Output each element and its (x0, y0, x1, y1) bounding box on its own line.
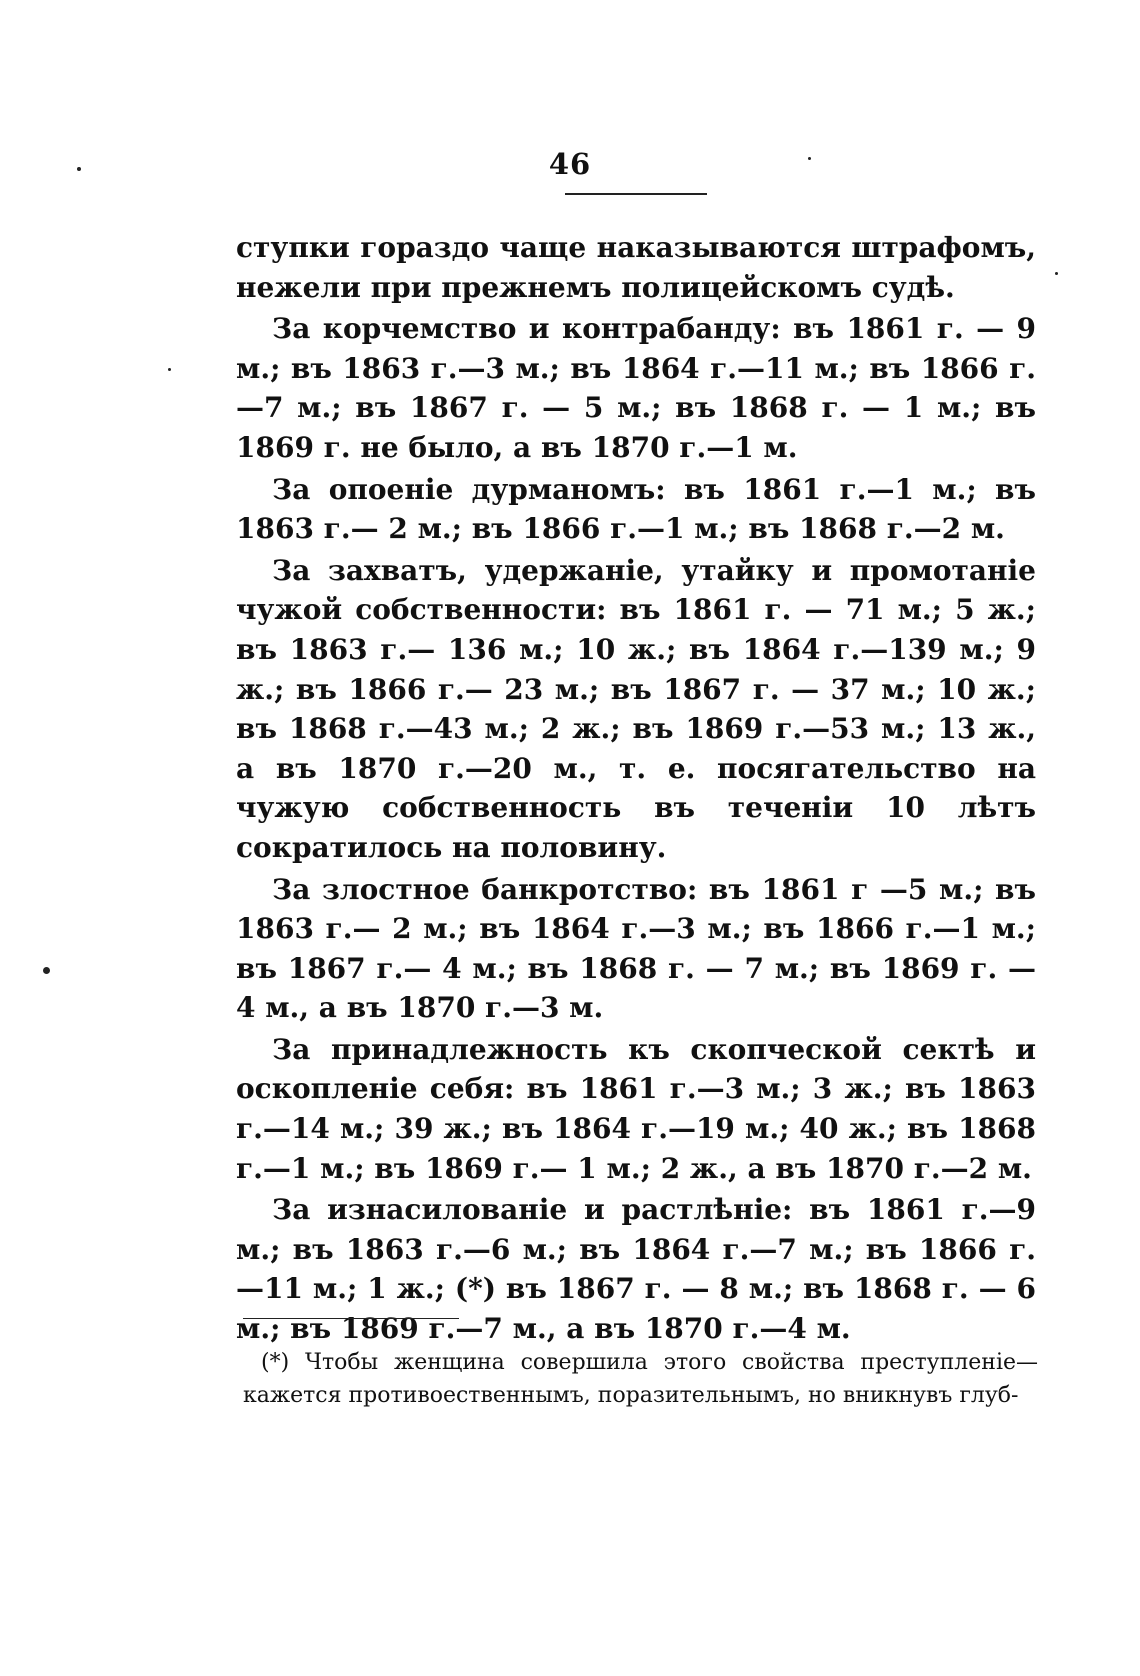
scan-speck (168, 368, 171, 371)
paragraph-property: За захватъ, удержаніе, утайку и промотаніе чужой собственности: въ 1861 г. — 71 м.; 5 ж.; въ 1863 г.— 136 м.; 10 ж.; въ 1864 г.—139 м.; 9 ж.; въ 1866 г.— 23 м.; въ 1867 г. — 37 м.; 10 ж.; въ 1868 г.—43 м.; 2 ж.; въ 1869 г.—53 м.; 13 ж., а въ 1870 г.—20 м., т. е. посягательство на чужую собственность въ теченіи 10 лѣтъ сократилось на половину. (236, 553, 1036, 864)
paragraph-rape: За изнасилованіе и растлѣніе: въ 1861 г.—9 м.; въ 1863 г.—6 м.; въ 1864 г.—7 м.; въ 1866 г.—11 м.; 1 ж.; (*) въ 1867 г. — 8 м.; въ 1868 г. — 6 м.; въ 1869 г.—7 м., а въ 1870 г.—4 м. (236, 1193, 1036, 1346)
footnote: (*) Чтобы женщина совершила этого свойства преступленіе— кажется противоественнымъ, поразительнымъ, но вникнувъ глуб- (243, 1350, 1038, 1408)
scan-speck (1055, 272, 1058, 275)
paragraph-continuation: ступки гораздо чаще наказываются штрафомъ, нежели при прежнемъ полицейскомъ судѣ. (236, 231, 1036, 304)
paragraph-smuggling: За корчемство и контрабанду: въ 1861 г. — 9 м.; въ 1863 г.—3 м.; въ 1864 г.—11 м.; въ 1866 г.—7 м.; въ 1867 г. — 5 м.; въ 1868 г. — 1 м.; въ 1869 г. не было, а въ 1870 г.—1 м. (236, 312, 1036, 464)
footnote-rule (243, 1318, 459, 1319)
scan-speck (43, 967, 50, 974)
paragraph-drugging: За опоеніе дурманомъ: въ 1861 г.—1 м.; въ 1863 г.— 2 м.; въ 1866 г.—1 м.; въ 1868 г.—2 м. (236, 472, 1036, 546)
scan-speck (77, 167, 81, 171)
scan-speck (808, 157, 811, 160)
main-text (236, 228, 1036, 1351)
header-rule (565, 193, 707, 195)
paragraph-skoptsy: За принадлежность къ скопческой сектѣ и оскопленіе себя: въ 1861 г.—3 м.; 3 ж.; въ 1863 г.—14 м.; 39 ж.; въ 1864 г.—19 м.; 40 ж.; въ 1868 г.—1 м.; въ 1869 г.— 1 м.; 2 ж., а въ 1870 г.—2 м. (236, 1032, 1036, 1185)
paragraph-bankruptcy: За злостное банкротство: въ 1861 г —5 м.; въ 1863 г.— 2 м.; въ 1864 г.—3 м.; въ 1866 г.—1 м.; въ 1867 г.— 4 м.; въ 1868 г. — 7 м.; въ 1869 г. — 4 м., а въ 1870 г.—3 м. (236, 872, 1036, 1025)
page-number: 46 (548, 147, 592, 181)
